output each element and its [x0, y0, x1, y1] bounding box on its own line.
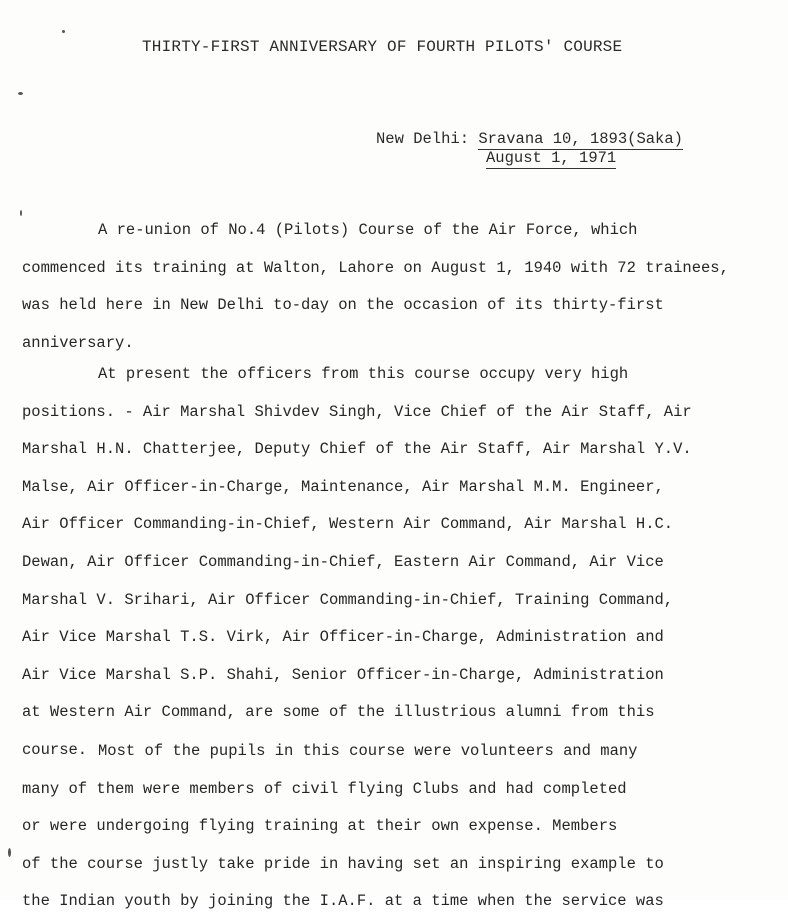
- scan-speck: [20, 210, 22, 216]
- paragraph-line: Dewan, Air Officer Commanding-in-Chief, Eastern Air Command, Air Vice: [22, 552, 664, 571]
- paragraph-line: Most of the pupils in this course were volunteers and many: [98, 742, 638, 760]
- paragraph-line: At present the officers from this course occupy very high: [98, 365, 629, 383]
- paragraph-2: [22, 356, 782, 770]
- paragraph-line: Malse, Air Officer-in-Charge, Maintenance, Air Marshal M.M. Engineer,: [22, 477, 664, 496]
- dateline-gregorian-date: August 1, 1971: [486, 149, 617, 167]
- paragraph-line: Air Vice Marshal T.S. Virk, Air Officer-in-Charge, Administration and: [22, 628, 664, 647]
- paragraph-3: [22, 733, 782, 921]
- paragraph-line: positions. - Air Marshal Shivdev Singh, Vice Chief of the Air Staff, Air: [22, 402, 692, 421]
- paragraph-line: was held here in New Delhi to-day on the occasion of its thirty-first: [22, 296, 664, 315]
- paragraph-line: Air Vice Marshal S.P. Shahi, Senior Officer-in-Charge, Administration: [22, 665, 664, 684]
- dateline: [376, 130, 683, 168]
- paragraph-line: of the course justly take pride in having set an inspiring example to: [22, 854, 664, 873]
- paragraph-line: Marshal H.N. Chatterjee, Deputy Chief of the Air Staff, Air Marshal Y.V.: [22, 440, 692, 459]
- paragraph-line: or were undergoing flying training at their own expense. Members: [22, 817, 618, 836]
- document-title: THIRTY-FIRST ANNIVERSARY OF FOURTH PILOTS' COURSE: [142, 38, 623, 56]
- paragraph-line: commenced its training at Walton, Lahore on August 1, 1940 with 72 trainees,: [22, 258, 729, 277]
- dateline-place: New Delhi:: [376, 130, 470, 148]
- dateline-saka-date: Sravana 10, 1893(Saka): [478, 130, 683, 148]
- scan-speck: [18, 92, 23, 95]
- scan-speck: [62, 30, 65, 33]
- paragraph-line: Air Officer Commanding-in-Chief, Western Air Command, Air Marshal H.C.: [22, 515, 674, 534]
- paragraph-line: Marshal V. Srihari, Air Officer Commanding-in-Chief, Training Command,: [22, 590, 674, 609]
- paragraph-line: many of them were members of civil flying Clubs and had completed: [22, 779, 627, 798]
- paragraph-line: course.: [22, 740, 88, 759]
- paragraph-line: the Indian youth by joining the I.A.F. at a time when the service was: [22, 892, 664, 911]
- paragraph-line: at Western Air Command, are some of the illustrious alumni from this: [22, 703, 655, 722]
- scan-speck: [8, 848, 11, 857]
- paragraph-line: A re-union of No.4 (Pilots) Course of the Air Force, which: [98, 221, 638, 239]
- paragraph-line: anniversary.: [22, 333, 134, 352]
- paragraph-1: [22, 212, 782, 362]
